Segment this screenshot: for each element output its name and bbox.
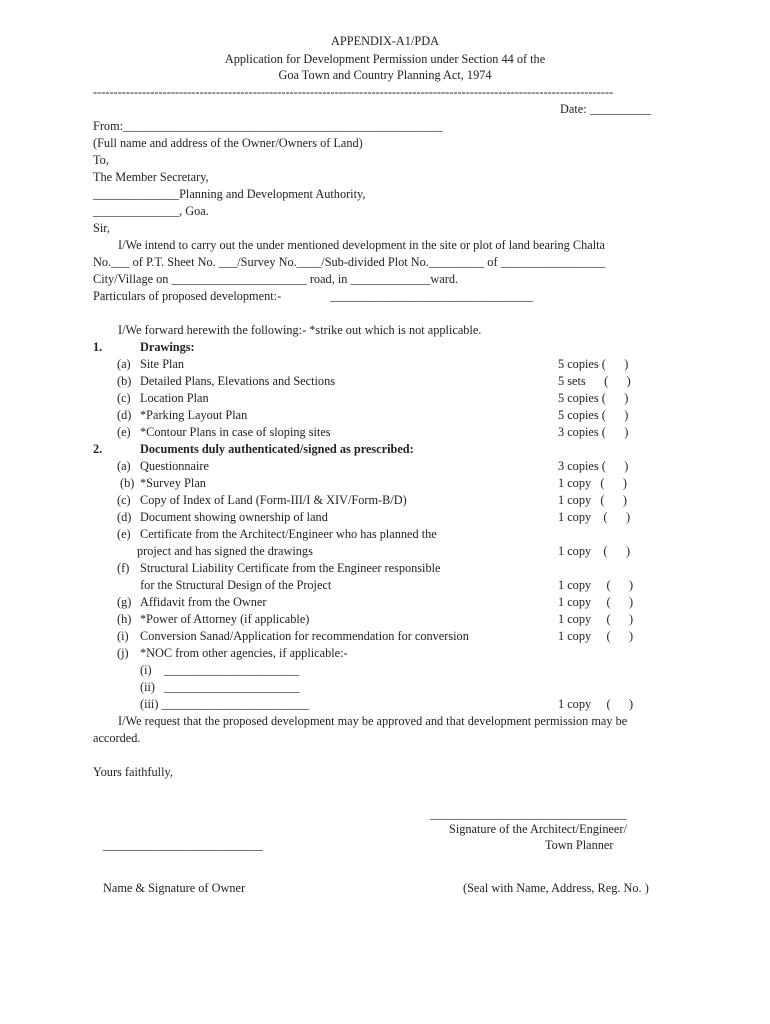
item-quantity[interactable]: 3 copies ( ) [558,459,629,473]
item-text: Conversion Sanad/Application for recommendation for conversion [140,629,469,643]
item-mark: (c) [117,493,131,507]
salutation: Sir, [93,221,110,235]
item-text: Affidavit from the Owner [140,595,267,609]
item-mark: (c) [117,391,131,405]
item-text: project and has signed the drawings [137,544,313,558]
owner-signature-line[interactable]: __________________________ [103,838,263,852]
item-text: Certificate from the Architect/Engineer who has planned the [140,527,437,541]
item-quantity[interactable]: 3 copies ( ) [558,425,629,439]
request-line-2: accorded. [93,731,141,745]
item-quantity[interactable]: 1 copy ( ) [558,612,634,626]
member-secretary-label: The Member Secretary, [93,170,209,184]
architect-signature-label-1: Signature of the Architect/Engineer/ [449,822,627,836]
item-quantity[interactable]: 1 copy ( ) [558,510,631,524]
item-text: Questionnaire [140,459,209,473]
seal-label: (Seal with Name, Address, Reg. No. ) [463,881,649,895]
item-mark: (e) [117,425,131,439]
from-note: (Full name and address of the Owner/Owners of Land) [93,136,363,150]
item-mark: (a) [117,459,131,473]
intro-line-2[interactable]: No.___ of P.T. Sheet No. ___/Survey No.____/Sub-divided Plot No._________ of _________________ [93,255,606,269]
noc-field-3[interactable]: (iii) ________________________ [140,697,310,711]
intro-line-1: I/We intend to carry out the under mentioned development in the site or plot of land bearing Chalta [118,238,605,252]
item-mark: (h) [117,612,132,626]
application-title-line-1: Application for Development Permission under Section 44 of the [224,52,546,66]
item-quantity[interactable]: 1 copy ( ) [558,493,627,507]
item-text: for the Structural Design of the Project [137,578,332,592]
particulars-field[interactable]: _________________________________ [330,289,533,303]
item-text: *Survey Plan [140,476,206,490]
item-quantity[interactable]: 5 copies ( ) [558,391,629,405]
goa-field[interactable]: ______________, Goa. [93,204,209,218]
item-mark: (g) [117,595,132,609]
item-mark: (e) [117,527,131,541]
section-2-number: 2. [93,442,103,456]
date-field[interactable]: Date: __________ [560,102,652,116]
appendix-title: APPENDIX-A1/PDA [331,34,439,48]
intro-line-3[interactable]: City/Village on ______________________ road, in _____________ward. [93,272,459,286]
item-text: *NOC from other agencies, if applicable:- [140,646,348,660]
from-field[interactable]: From:____________________________________________________ [93,119,443,133]
item-quantity[interactable]: 1 copy ( ) [558,697,634,711]
item-text: *Parking Layout Plan [140,408,248,422]
item-mark: (d) [117,408,132,422]
item-quantity[interactable]: 1 copy ( ) [558,629,634,643]
section-1-number: 1. [93,340,103,354]
architect-signature-line[interactable]: ________________________________ [430,807,627,821]
to-label: To, [93,153,109,167]
owner-signature-label: Name & Signature of Owner [103,881,246,895]
item-text: Detailed Plans, Elevations and Sections [140,374,336,388]
item-mark: (j) [117,646,129,660]
item-mark: (a) [117,357,131,371]
item-text: Structural Liability Certificate from the Engineer responsible [140,561,441,575]
item-text: *Power of Attorney (if applicable) [140,612,310,626]
architect-signature-label-2: Town Planner [545,838,614,852]
item-quantity[interactable]: 1 copy ( ) [558,595,634,609]
item-mark: (b) [117,374,132,388]
forward-statement: I/We forward herewith the following:- *strike out which is not applicable. [118,323,482,337]
item-mark: (b) [120,476,135,490]
item-quantity[interactable]: 1 copy ( ) [558,578,634,592]
item-quantity[interactable]: 1 copy ( ) [558,476,627,490]
authority-field[interactable]: ______________Planning and Development Authority, [93,187,366,201]
noc-field-1[interactable]: (i) ______________________ [140,663,300,677]
particulars-label: Particulars of proposed development:- [93,289,282,303]
item-text: *Contour Plans in case of sloping sites [140,425,331,439]
item-text: Location Plan [140,391,209,405]
item-text: Site Plan [140,357,185,371]
item-quantity[interactable]: 5 sets ( ) [558,374,631,388]
closing: Yours faithfully, [93,765,173,779]
item-mark: (d) [117,510,132,524]
request-line-1: I/We request that the proposed development may be approved and that development permission may be [118,714,628,728]
header-divider: ------------------------------------------------------------------------------------------------------------------------------- [93,85,614,99]
item-mark: (f) [117,561,130,575]
item-quantity[interactable]: 5 copies ( ) [558,408,629,422]
item-text: Document showing ownership of land [140,510,328,524]
item-text: Copy of Index of Land (Form-III/I & XIV/Form-B/D) [140,493,407,507]
noc-field-2[interactable]: (ii) ______________________ [140,680,300,694]
section-1-heading: Drawings: [140,340,195,354]
item-quantity[interactable]: 5 copies ( ) [558,357,629,371]
item-mark: (i) [117,629,129,643]
application-title-line-2: Goa Town and Country Planning Act, 1974 [278,68,492,82]
section-2-heading: Documents duly authenticated/signed as prescribed: [140,442,414,456]
item-quantity[interactable]: 1 copy ( ) [558,544,631,558]
